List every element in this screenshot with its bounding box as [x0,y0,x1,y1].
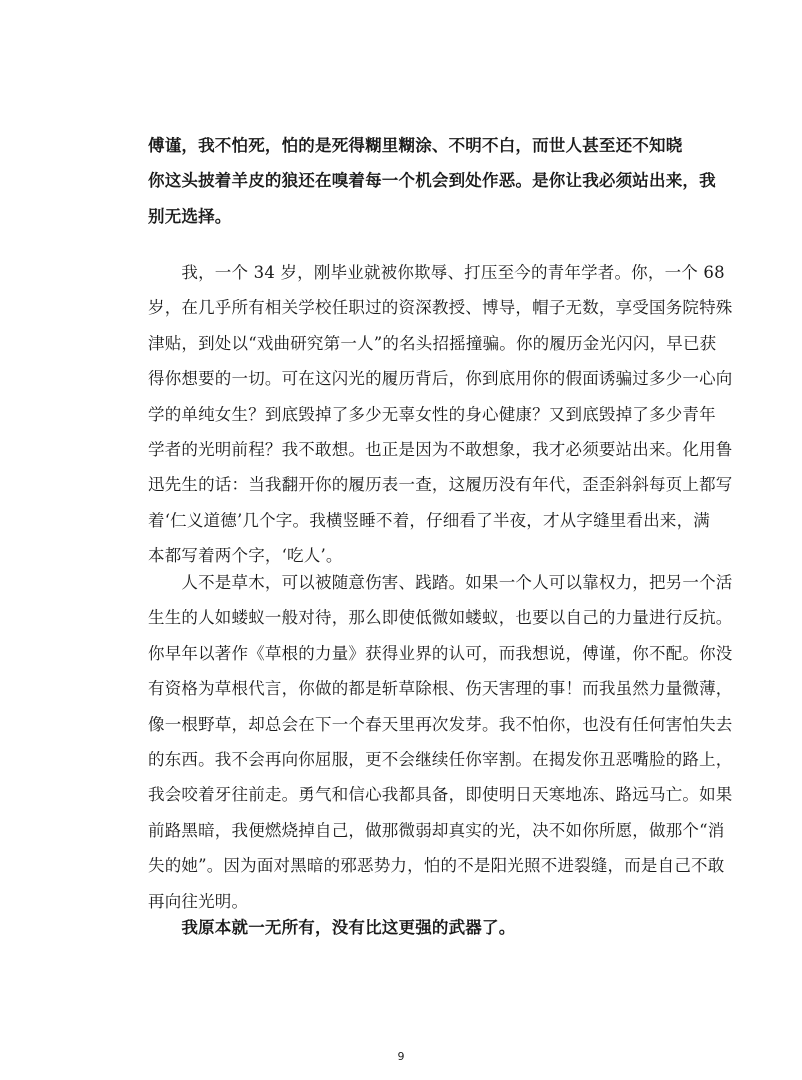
text-line: 津贴，到处以“戏曲研究第一人”的名头招摇撞骗。你的履历金光闪闪，早已获 [148,333,717,353]
text-line: 本都写着两个字，‘吃人’。 [148,546,343,566]
text-line: 你这头披着羊皮的狼还在嗅着每一个机会到处作恶。是你让我必须站出来，我 [148,171,716,191]
text-line: 着‘仁义道德’几个字。我横竖睡不着，仔细看了半夜，才从字缝里看出来，满 [148,510,710,530]
text-line: 别无选择。 [148,206,232,226]
text-line: 学的单纯女生？到底毁掉了多少无辜女性的身心健康？又到底毁掉了多少青年 [148,404,716,424]
text-line: 像一根野草，却总会在下一个春天里再次发芽。我不怕你，也没有任何害怕失去 [148,714,733,734]
text-line: 失的她”。因为面对黑暗的邪恶势力，怕的不是阳光照不进裂缝，而是自己不敢 [148,856,725,876]
text-line: 生生的人如蝼蚁一般对待，那么即使低微如蝼蚁，也要以自己的力量进行反抗。 [148,608,733,628]
text-line: 岁，在几乎所有相关学校任职过的资深教授、博导，帽子无数，享受国务院特殊 [148,298,733,318]
body-paragraph [148,565,733,919]
bold-opening-paragraph [148,128,716,234]
page-number: 9 [397,1050,405,1063]
text-line: 我，一个 34 岁，刚毕业就被你欺辱、打压至今的青年学者。你，一个 68 [148,263,725,282]
text-line: 学者的光明前程？我不敢想。也正是因为不敢想象，我才必须要站出来。化用鲁 [148,439,733,459]
text-line: 我原本就一无所有，没有比这更强的武器了。 [148,918,516,937]
text-line: 你早年以著作《草根的力量》获得业界的认可，而我想说，傅谨，你不配。你没 [148,643,733,663]
text-line: 得你想要的一切。可在这闪光的履历背后，你到底用你的假面诱骗过多少一心向 [148,369,733,389]
text-line: 迅先生的话：当我翻开你的履历表一查，这履历没有年代，歪歪斜斜每页上都写 [148,475,733,495]
body-paragraph [148,255,733,574]
text-line: 我会咬着牙往前走。勇气和信心我都具备，即使明日天寒地冻、路远马亡。如果 [148,785,733,805]
text-line: 人不是草木，可以被随意伤害、践踏。如果一个人可以靠权力，把另一个活 [148,573,733,592]
bold-closing-paragraph [148,910,668,945]
text-line: 有资格为草根代言，你做的都是斩草除根、伤天害理的事！而我虽然力量微薄， [148,679,733,699]
text-line: 的东西。我不会再向你屈服，更不会继续任你宰割。在揭发你丑恶嘴脸的路上， [148,749,733,769]
text-line: 再向往光明。 [148,891,249,911]
text-line: 前路黑暗，我便燃烧掉自己，做那微弱却真实的光，决不如你所愿，做那个“消 [148,820,725,840]
text-line: 傅谨，我不怕死，怕的是死得糊里糊涂、不明不白，而世人甚至还不知晓 [148,136,683,155]
